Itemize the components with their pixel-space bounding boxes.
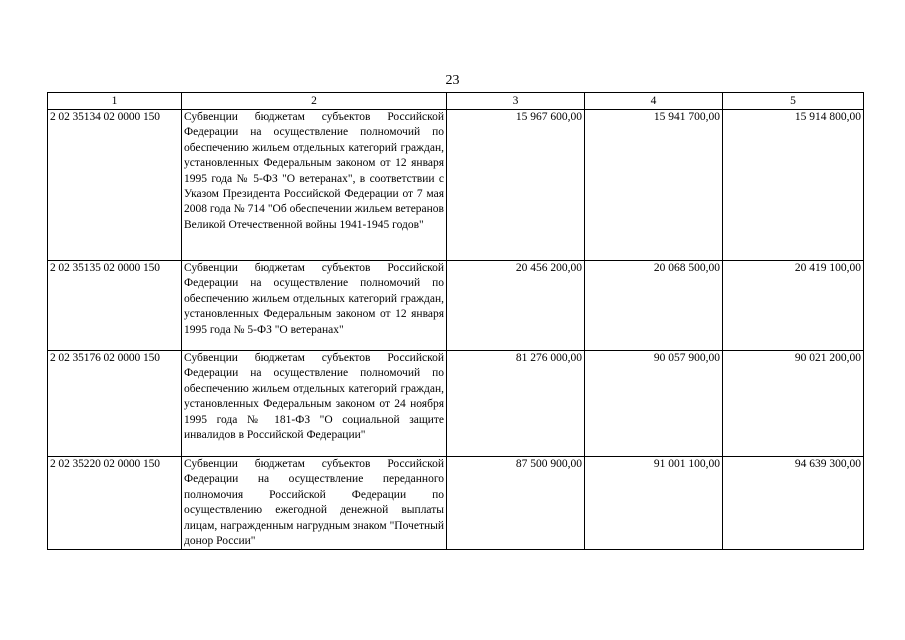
row-description: Субвенции бюджетам субъектов Российской Федерации на осуществление переданного полномочия Российской Федерации по осуществлению ежегодной денежной выплаты лицам, награжденным нагрудным знаком "Почетный донор России" xyxy=(182,457,447,550)
row-value-col3: 81 276 000,00 xyxy=(447,351,585,457)
column-header-2: 2 xyxy=(182,93,447,110)
row-value-col4: 90 057 900,00 xyxy=(585,351,723,457)
row-code: 2 02 35176 02 0000 150 xyxy=(48,351,182,457)
row-description: Субвенции бюджетам субъектов Российской Федерации на осуществление полномочий по обеспечению жильем отдельных категорий граждан, установленных Федеральным законом от 12 января 1995 года № 5-ФЗ "О ветеранах", в соответствии с Указом Президента Российской Федерации от 7 мая 2008 года № 714 "Об обеспечении жильем ветеранов Великой Отечественной войны 1941-1945 годов" xyxy=(182,110,447,261)
row-description: Субвенции бюджетам субъектов Российской Федерации на осуществление полномочий по обеспечению жильем отдельных категорий граждан, установленных Федеральным законом от 12 января 1995 года № 5-ФЗ "О ветеранах" xyxy=(182,261,447,351)
row-description: Субвенции бюджетам субъектов Российской Федерации на осуществление полномочий по обеспечению жильем отдельных категорий граждан, установленных Федеральным законом от 24 ноября 1995 года № 181-ФЗ "О социальной защите инвалидов в Российской Федерации" xyxy=(182,351,447,457)
table-row xyxy=(48,457,864,550)
row-value-col5: 20 419 100,00 xyxy=(723,261,864,351)
column-header-4: 4 xyxy=(585,93,723,110)
column-header-1: 1 xyxy=(48,93,182,110)
row-value-col4: 91 001 100,00 xyxy=(585,457,723,550)
budget-table xyxy=(47,92,864,550)
row-value-col5: 94 639 300,00 xyxy=(723,457,864,550)
table-header-row xyxy=(48,93,864,110)
row-value-col3: 87 500 900,00 xyxy=(447,457,585,550)
row-value-col5: 15 914 800,00 xyxy=(723,110,864,261)
row-code: 2 02 35134 02 0000 150 xyxy=(48,110,182,261)
table-row xyxy=(48,351,864,457)
column-header-3: 3 xyxy=(447,93,585,110)
row-value-col4: 15 941 700,00 xyxy=(585,110,723,261)
row-value-col3: 20 456 200,00 xyxy=(447,261,585,351)
row-code: 2 02 35135 02 0000 150 xyxy=(48,261,182,351)
row-value-col4: 20 068 500,00 xyxy=(585,261,723,351)
page-number: 23 xyxy=(445,73,460,88)
row-value-col5: 90 021 200,00 xyxy=(723,351,864,457)
table-row xyxy=(48,110,864,261)
column-header-5: 5 xyxy=(723,93,864,110)
row-value-col3: 15 967 600,00 xyxy=(447,110,585,261)
table-row xyxy=(48,261,864,351)
row-code: 2 02 35220 02 0000 150 xyxy=(48,457,182,550)
